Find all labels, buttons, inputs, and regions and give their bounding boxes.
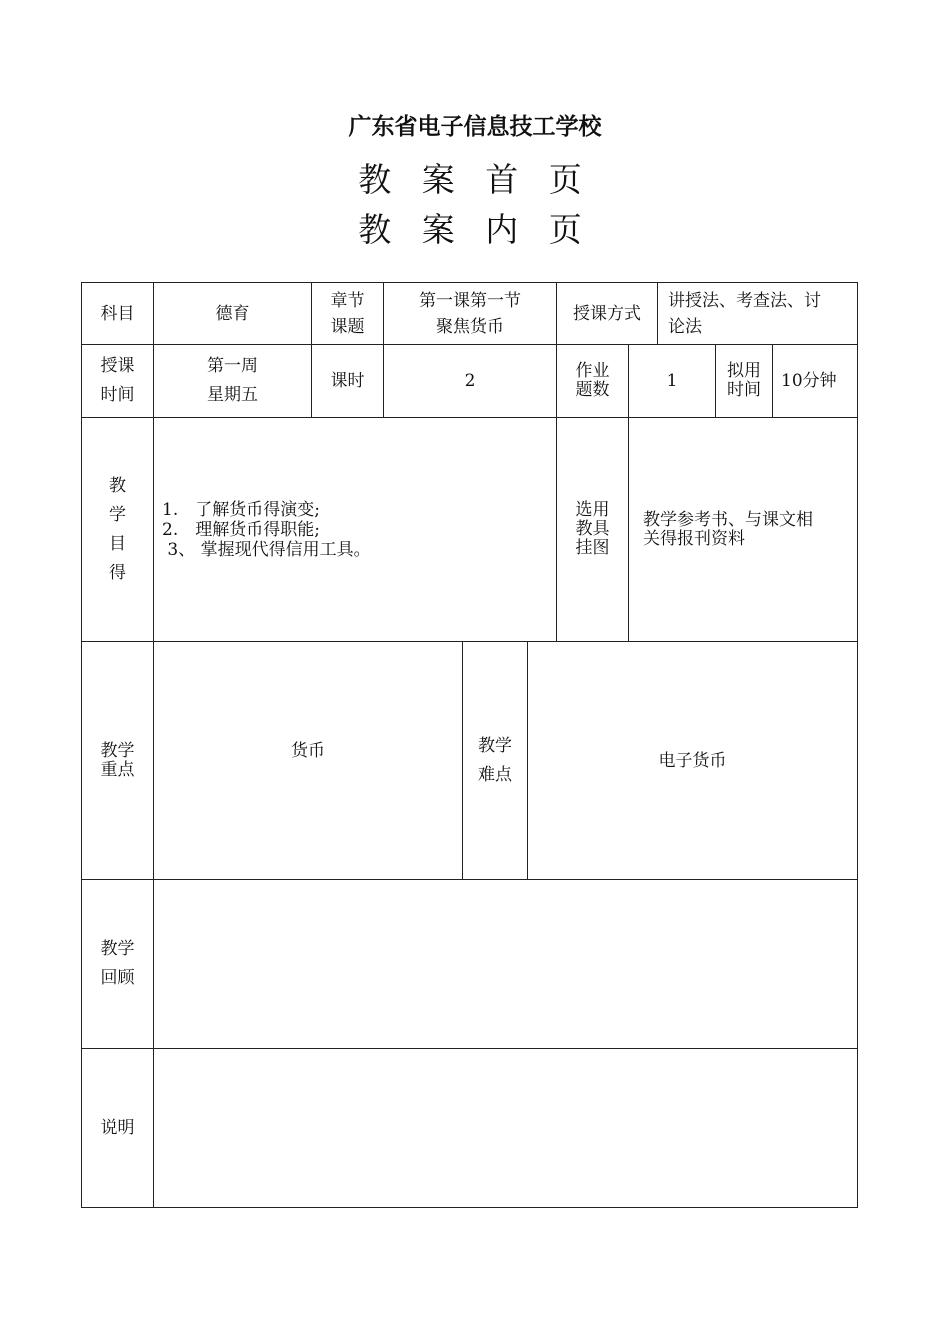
goal-item: 2. 理解货币得职能;	[162, 519, 320, 540]
method-label-text: 授课方式	[573, 303, 641, 324]
key-value-text: 货币	[291, 740, 325, 761]
review-label-line: 教学	[100, 939, 135, 959]
time-value	[153, 344, 312, 418]
difficult-value-text: 电子货币	[658, 750, 727, 771]
subject-value	[153, 282, 312, 345]
tools-label-line: 教具	[575, 519, 610, 539]
chapter-label-line: 章节	[330, 290, 365, 311]
chapter-value-line: 第一课第一节	[419, 290, 521, 311]
time-label	[81, 344, 154, 418]
goals-label-char: 目	[109, 533, 126, 554]
subject-value-text: 德育	[215, 303, 250, 324]
tools-value-line: 教学参考书、与课文相	[643, 509, 813, 530]
note-label-text: 说明	[100, 1118, 135, 1138]
goals-list	[154, 500, 371, 560]
key-label	[81, 641, 154, 880]
review-label-line: 回顾	[100, 968, 135, 988]
homework-value-text: 1	[666, 371, 678, 391]
difficult-label-line: 教学	[478, 735, 512, 756]
key-label-line: 教学	[100, 740, 135, 761]
hours-label	[311, 344, 384, 418]
key-value	[153, 641, 463, 880]
method-value-line: 论法	[668, 316, 702, 337]
chapter-label	[311, 282, 384, 345]
planned-value	[772, 344, 858, 418]
goals-label	[81, 417, 154, 642]
goal-item: 1. 了解货币得演变;	[162, 499, 320, 520]
time-label-line: 授课	[100, 356, 135, 376]
homework-value	[628, 344, 716, 418]
goals-label-char: 学	[109, 504, 126, 525]
planned-label-line: 拟用	[727, 361, 761, 381]
homework-label-line: 作业	[575, 361, 610, 381]
planned-value-text: 10分钟	[781, 371, 837, 391]
planned-label-line: 时间	[727, 380, 761, 400]
tools-label	[556, 417, 629, 642]
time-label-line: 时间	[100, 385, 135, 405]
chapter-value	[383, 282, 557, 345]
review-label	[81, 879, 154, 1049]
difficult-value	[527, 641, 858, 880]
subject-label	[81, 282, 154, 345]
hours-value	[383, 344, 557, 418]
homework-label	[556, 344, 629, 418]
tools-label-line: 挂图	[575, 538, 610, 558]
time-value-line: 星期五	[207, 385, 258, 405]
goals-content	[153, 417, 557, 642]
page-title-inner: 教 案 内 页	[358, 210, 592, 249]
method-value	[657, 282, 858, 345]
difficult-label	[462, 641, 528, 880]
page-title-front: 教 案 首 页	[358, 160, 592, 199]
note-content[interactable]	[153, 1048, 858, 1208]
homework-label-line: 题数	[575, 380, 610, 400]
tools-value	[628, 417, 858, 642]
goals-label-char: 得	[109, 562, 126, 583]
goal-item: 3、 掌握现代得信用工具。	[162, 539, 371, 560]
chapter-label-line: 课题	[330, 316, 365, 337]
subject-label-text: 科目	[100, 303, 135, 324]
note-label	[81, 1048, 154, 1208]
planned-label	[715, 344, 773, 418]
time-value-line: 第一周	[207, 356, 258, 376]
goals-label-char: 教	[109, 475, 126, 496]
hours-value-text: 2	[464, 371, 476, 391]
review-content[interactable]	[153, 879, 858, 1049]
key-label-line: 重点	[100, 759, 135, 780]
tools-label-line: 选用	[575, 500, 610, 520]
school-name: 广东省电子信息技工学校	[348, 113, 602, 140]
tools-value-line: 关得报刊资料	[643, 528, 745, 549]
method-value-line: 讲授法、考查法、讨	[668, 290, 821, 311]
difficult-label-line: 难点	[478, 764, 512, 785]
method-label	[556, 282, 658, 345]
hours-label-text: 课时	[330, 371, 365, 391]
chapter-value-line: 聚焦货币	[436, 316, 504, 337]
